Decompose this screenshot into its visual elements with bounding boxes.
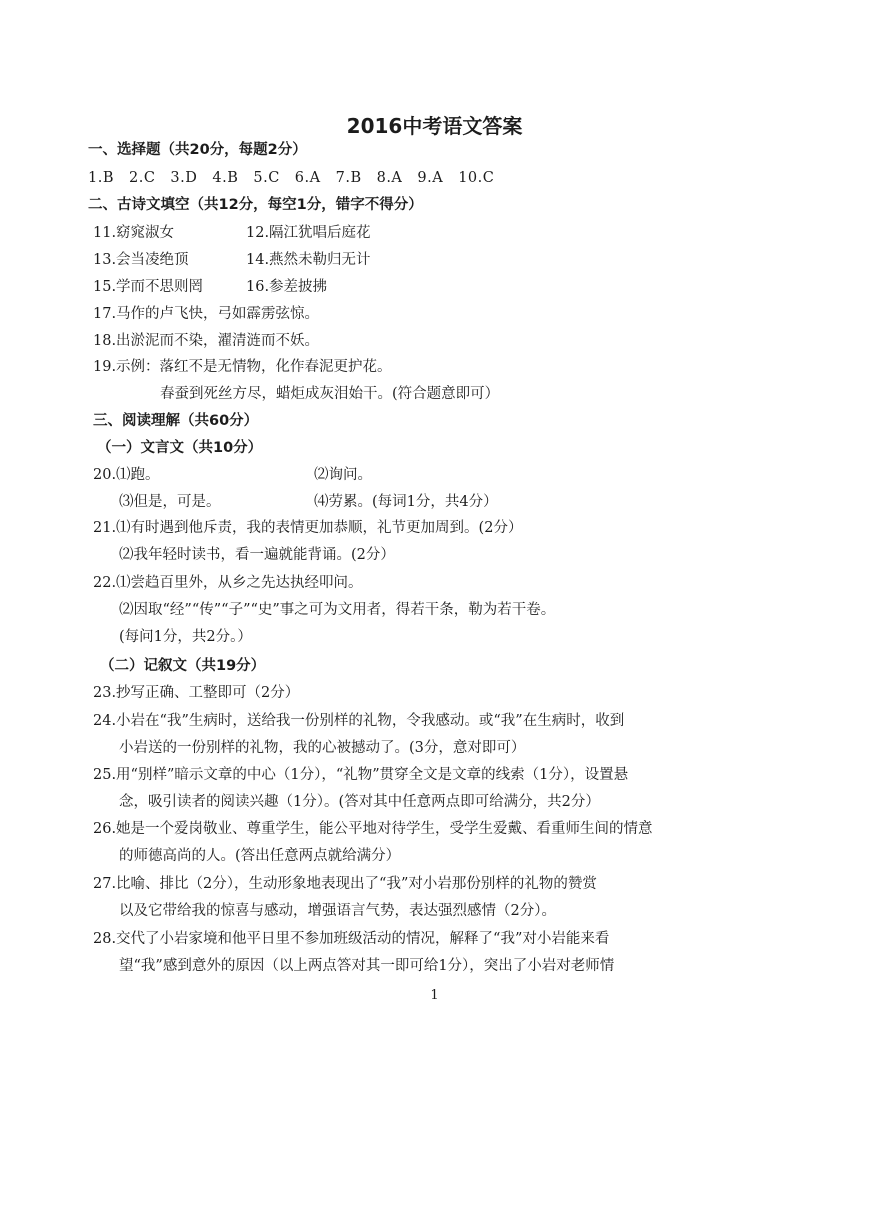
page-number: 1 bbox=[430, 988, 439, 1003]
subsection-heading: （一）文言文（共10分） bbox=[97, 440, 263, 456]
choice-answers: 1.B 2.C 3.D 4.B 5.C 6.A 7.B 8.A 9.A 10.C bbox=[88, 170, 495, 186]
answer-line: 望“我”感到意外的原因（以上两点答对其一即可给1分），突出了小岩对老师情 bbox=[119, 958, 615, 974]
answer-line: 23.抄写正确、工整即可（2分） bbox=[93, 685, 300, 701]
answer-line: ⑵因取“经”“传”“子”“史”事之可为文用者，得若干条，勒为若干卷。 bbox=[119, 602, 556, 618]
answer-line: 13.会当凌绝顶 bbox=[93, 252, 189, 268]
answer-line: 21.⑴有时遇到他斥责，我的表情更加恭顺，礼节更加周到。(2分） bbox=[93, 520, 523, 536]
section-heading: 一、选择题（共20分，每题2分） bbox=[88, 142, 307, 158]
answer-line: 14.燕然未勒归无计 bbox=[246, 252, 371, 268]
answer-line: 28.交代了小岩家境和他平日里不参加班级活动的情况，解释了“我”对小岩能来看 bbox=[93, 931, 610, 947]
answer-line: 24.小岩在“我”生病时，送给我一份别样的礼物，令我感动。或“我”在生病时，收到 bbox=[93, 713, 625, 729]
answer-line: 的师德高尚的人。(答出任意两点就给满分） bbox=[119, 848, 401, 864]
answer-line: 念，吸引读者的阅读兴趣（1分）。(答对其中任意两点即可给满分，共2分） bbox=[119, 794, 600, 810]
answer-line: 以及它带给我的惊喜与感动，增强语言气势，表达强烈感情（2分）。 bbox=[119, 903, 556, 919]
page-title: 2016中考语文答案 bbox=[346, 114, 523, 138]
answer-line: 11.窈窕淑女 bbox=[93, 225, 175, 241]
answer-line: ⑵我年轻时读书，看一遍就能背诵。(2分） bbox=[119, 547, 395, 563]
answer-line: 17.马作的卢飞快，弓如霹雳弦惊。 bbox=[93, 306, 320, 322]
answer-line: 25.用“别样”暗示文章的中心（1分），“礼物”贯穿全文是文章的线索（1分），设置悬 bbox=[93, 767, 629, 783]
answer-line: (每问1分，共2分。） bbox=[119, 629, 252, 645]
answer-line: 15.学而不思则罔 bbox=[93, 279, 204, 295]
answer-line: 22.⑴尝趋百里外，从乡之先达执经叩问。 bbox=[93, 575, 363, 591]
answer-line: 春蚕到死丝方尽，蜡炬成灰泪始干。(符合题意即可） bbox=[160, 386, 500, 402]
answer-line: 16.参差披拂 bbox=[246, 279, 328, 295]
answer-line: ⑶但是，可是。 bbox=[119, 494, 221, 510]
subsection-heading: （二）记叙文（共19分） bbox=[100, 658, 266, 674]
section-heading: 二、古诗文填空（共12分，每空1分，错字不得分） bbox=[88, 197, 423, 213]
answer-line: 18.出淤泥而不染，濯清涟而不妖。 bbox=[93, 333, 320, 349]
answer-line: 27.比喻、排比（2分），生动形象地表现出了“我”对小岩那份别样的礼物的赞赏 bbox=[93, 876, 597, 892]
answer-line: 小岩送的一份别样的礼物，我的心被撼动了。(3分，意对即可） bbox=[119, 740, 526, 756]
answer-line: 26.她是一个爱岗敬业、尊重学生，能公平地对待学生，受学生爱戴、看重师生间的情意 bbox=[93, 821, 653, 837]
answer-line: 19.示例：落红不是无情物，化作春泥更护花。 bbox=[93, 359, 392, 375]
answer-line: 12.隔江犹唱后庭花 bbox=[246, 225, 371, 241]
answer-line: 20.⑴跑。 bbox=[93, 467, 160, 483]
answer-line: ⑷劳累。(每词1分，共4分） bbox=[314, 494, 498, 510]
section-heading: 三、阅读理解（共60分） bbox=[93, 413, 259, 429]
answer-line: ⑵询问。 bbox=[314, 467, 372, 483]
